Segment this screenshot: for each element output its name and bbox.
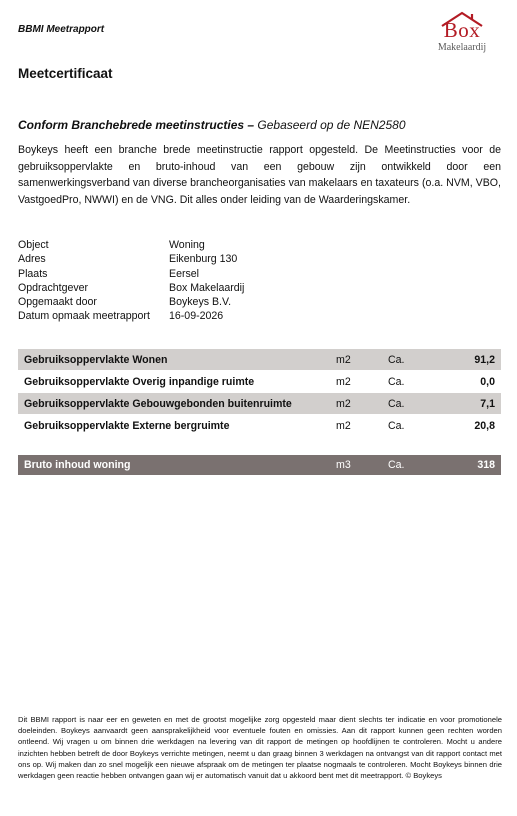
table-row bbox=[18, 349, 501, 370]
detail-row bbox=[18, 238, 244, 252]
measurement-value: 0,0 bbox=[480, 375, 495, 388]
measurement-value: 7,1 bbox=[480, 397, 495, 410]
logo-sub-text: Makelaardij bbox=[437, 42, 487, 53]
measurement-approx: Ca. bbox=[388, 419, 405, 432]
measurement-label: Gebruiksoppervlakte Gebouwgebonden buitenruimte bbox=[24, 397, 292, 410]
bruto-unit: m3 bbox=[336, 459, 351, 471]
company-logo bbox=[428, 10, 496, 56]
measurement-approx: Ca. bbox=[388, 375, 405, 388]
detail-value: Eersel bbox=[169, 267, 200, 280]
detail-row bbox=[18, 252, 244, 266]
page-title: Meetcertificaat bbox=[18, 66, 113, 81]
measurement-unit: m2 bbox=[336, 419, 351, 432]
detail-label: Opgemaakt door bbox=[18, 296, 97, 309]
bruto-value: 318 bbox=[477, 459, 495, 471]
detail-row bbox=[18, 309, 244, 323]
measurement-label: Gebruiksoppervlakte Overig inpandige ruimte bbox=[24, 375, 255, 388]
detail-value: Boykeys B.V. bbox=[169, 296, 232, 309]
measurement-unit: m2 bbox=[336, 353, 351, 366]
detail-label: Opdrachtgever bbox=[18, 281, 89, 294]
measurement-approx: Ca. bbox=[388, 397, 405, 410]
document-subtitle bbox=[18, 118, 406, 132]
measurement-value: 20,8 bbox=[474, 419, 495, 432]
object-details bbox=[18, 238, 244, 324]
report-header-title: BBMI Meetrapport bbox=[18, 24, 105, 35]
disclaimer-text: Dit BBMI rapport is naar eer en geweten en met de grootst mogelijke zorg opgesteld maar dient slechts ter indicatie en voor promotionele doeleinden. Boykeys aanvaardt geen aansprakelijkheid voor eventuele fouten en omissies. Aan dit rapport kunnen geen rechten worden ontleend. Wij vragen u om binnen drie werkdagen na levering van dit rapport de metingen op hoofdlijnen te controleren. Mocht u andere inzichten hebben betreft de door Boykeys verrichte metingen, neemt u dan graag binnen 3 werkdagen na ontvangst van dit rapport contact met ons op. Wij maken dan zo snel mogelijk een nieuwe afspraak om de metingen ter plaatse nogmaals te controleren. Mocht Boykeys binnen drie werkdagen geen reactie hebben ontvangen gaan wij er automatisch vanuit dat u akkoord bent met dit meetrapport. © Boykeys bbox=[18, 715, 502, 781]
bruto-approx: Ca. bbox=[388, 459, 405, 471]
detail-label: Adres bbox=[18, 253, 46, 266]
detail-label: Object bbox=[18, 239, 49, 251]
measurement-value: 91,2 bbox=[474, 353, 495, 366]
detail-row bbox=[18, 281, 244, 295]
detail-label: Plaats bbox=[18, 267, 48, 280]
detail-value: Box Makelaardij bbox=[169, 281, 245, 294]
detail-row bbox=[18, 295, 244, 309]
measurements-table bbox=[18, 349, 501, 437]
measurement-approx: Ca. bbox=[388, 353, 405, 366]
detail-value: Woning bbox=[169, 239, 205, 251]
detail-row bbox=[18, 267, 244, 281]
subtitle-rest: Gebaseerd op de NEN2580 bbox=[254, 118, 406, 132]
bruto-inhoud-row bbox=[18, 455, 501, 475]
subtitle-bold: Conform Branchebrede meetinstructies – bbox=[18, 118, 255, 132]
measurement-unit: m2 bbox=[336, 397, 351, 410]
detail-value: 16-09-2026 bbox=[169, 310, 224, 323]
logo-brand-text: Box bbox=[443, 18, 481, 42]
measurement-label: Gebruiksoppervlakte Externe bergruimte bbox=[24, 419, 230, 432]
measurement-label: Gebruiksoppervlakte Wonen bbox=[24, 353, 168, 366]
measurement-unit: m2 bbox=[336, 375, 351, 388]
intro-paragraph: Boykeys heeft een branche brede meetinstructie rapport opgesteld. De Meetinstructies voor de gebruiksoppervlakte en bruto-inhoud van een gebouw zijn ontwikkeld door een samenwerkingsverband van diverse brancheorganisaties van makelaars en taxateurs (o.a. NVM, VBO, VastgoedPro, NWWI) en de VNG. Dit alles onder leiding van de Waarderingskamer. bbox=[18, 144, 501, 206]
table-row bbox=[18, 371, 501, 392]
bruto-label: Bruto inhoud woning bbox=[24, 459, 131, 471]
table-row bbox=[18, 415, 501, 436]
detail-label: Datum opmaak meetrapport bbox=[18, 310, 150, 323]
table-row bbox=[18, 393, 501, 414]
detail-value: Eikenburg 130 bbox=[169, 253, 238, 266]
